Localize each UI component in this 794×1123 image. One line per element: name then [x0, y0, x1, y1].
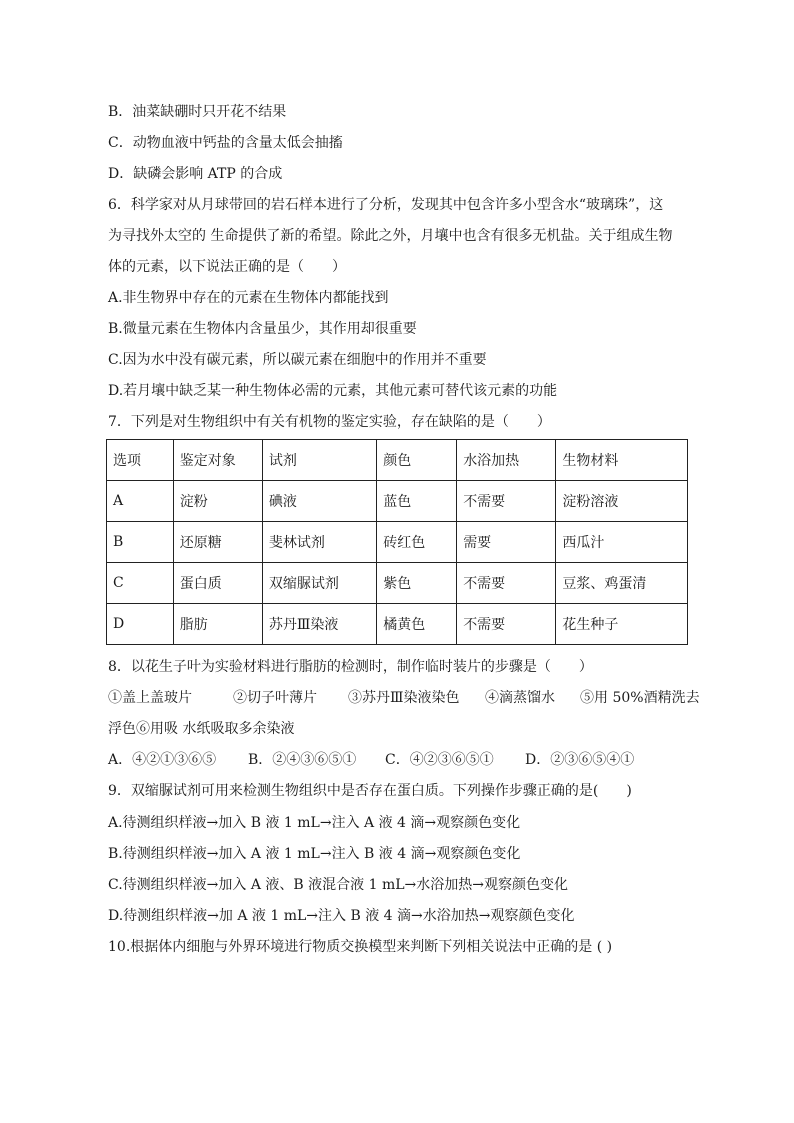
table-cell: 淀粉溶液: [556, 481, 688, 522]
q8-option-c: C．④②③⑥⑤①: [385, 752, 494, 768]
q6-option-b: B.微量元素在生物体内含量虽少，其作用却很重要: [108, 321, 417, 337]
table-header-cell: 水浴加热: [457, 440, 556, 481]
q8-step: ③苏丹Ⅲ染液染色: [348, 690, 460, 706]
table-header-cell: 试剂: [262, 440, 376, 481]
q8-options: [108, 750, 634, 770]
q8-option-a: A．④②①③⑥⑤: [108, 752, 217, 768]
table-cell: 豆浆、鸡蛋清: [556, 563, 688, 604]
q8-step: ④滴蒸馏水: [485, 690, 555, 706]
table-row: [107, 563, 688, 604]
q6-stem-line-1: 6．科学家对从月球带回的岩石样本进行了分析，发现其中包含许多小型含水“玻璃珠”，这: [108, 197, 664, 213]
table-row: [107, 522, 688, 563]
q9-stem: 9．双缩脲试剂可用来检测生物组织中是否存在蛋白质。下列操作步骤正确的是( ): [108, 783, 632, 799]
table-cell: C: [107, 563, 174, 604]
q7-experiment-table: [106, 439, 688, 645]
q8-step: ①盖上盖玻片: [108, 690, 192, 706]
table-header-cell: 生物材料: [556, 440, 688, 481]
table-cell: D: [107, 604, 174, 645]
q8-stem: 8．以花生子叶为实验材料进行脂肪的检测时，制作临时装片的步骤是（ ）: [108, 659, 593, 675]
q5-option-b: B．油菜缺硼时只开花不结果: [108, 104, 287, 120]
table-cell: 砖红色: [377, 522, 457, 563]
q9-option-a: A.待测组织样液→加入 B 液 1 mL→注入 A 液 4 滴→观察颜色变化: [108, 815, 521, 831]
q7-stem: 7．下列是对生物组织中有关有机物的鉴定实验，存在缺陷的是（ ）: [108, 414, 551, 430]
q8-step: ②切子叶薄片: [233, 690, 317, 706]
q8-option-b: B．②④③⑥⑤①: [248, 752, 357, 768]
q6-option-a: A.非生物界中存在的元素在生物体内都能找到: [108, 290, 389, 306]
table-cell: 淀粉: [173, 481, 262, 522]
table-cell: 需要: [457, 522, 556, 563]
q6-stem-line-3: 体的元素，以下说法正确的是（ ）: [108, 259, 346, 275]
table-cell: 不需要: [457, 604, 556, 645]
table-row: [107, 481, 688, 522]
table-cell: 西瓜汁: [556, 522, 688, 563]
table-header-cell: 颜色: [377, 440, 457, 481]
table-header-cell: 鉴定对象: [173, 440, 262, 481]
table-header-row: [107, 440, 688, 481]
q8-step: ⑤用 50%酒精洗去: [580, 690, 700, 706]
table-cell: 不需要: [457, 563, 556, 604]
table-cell: 不需要: [457, 481, 556, 522]
table-cell: 脂肪: [173, 604, 262, 645]
table-cell: 蓝色: [377, 481, 457, 522]
q5-option-c: C．动物血液中钙盐的含量太低会抽搐: [108, 135, 343, 151]
q8-option-d: D．②③⑥⑤④①: [525, 752, 635, 768]
q9-option-d: D.待测组织样液→加 A 液 1 mL→注入 B 液 4 滴→水浴加热→观察颜色变化: [108, 908, 575, 924]
q8-steps-line-1: [108, 688, 700, 708]
table-cell: 斐林试剂: [262, 522, 376, 563]
q9-option-c: C.待测组织样液→加入 A 液、B 液混合液 1 mL→水浴加热→观察颜色变化: [108, 877, 568, 893]
table-cell: 还原糖: [173, 522, 262, 563]
table-cell: 双缩脲试剂: [262, 563, 376, 604]
table-cell: 蛋白质: [173, 563, 262, 604]
table-cell: 碘液: [262, 481, 376, 522]
table-cell: B: [107, 522, 174, 563]
table-cell: A: [107, 481, 174, 522]
q10-stem: 10.根据体内细胞与外界环境进行物质交换模型来判断下列相关说法中正确的是 ( ): [108, 939, 613, 955]
q6-stem-line-2: 为寻找外太空的 生命提供了新的希望。除此之外，月壤中也含有很多无机盐。关于组成生物: [108, 228, 673, 244]
q5-option-d: D．缺磷会影响 ATP 的合成: [108, 166, 283, 182]
table-row: [107, 604, 688, 645]
table-cell: 紫色: [377, 563, 457, 604]
q8-steps-line-2: 浮色⑥用吸 水纸吸取多余染液: [108, 721, 295, 737]
q6-option-c: C.因为水中没有碳元素，所以碳元素在细胞中的作用并不重要: [108, 352, 487, 368]
q9-option-b: B.待测组织样液→加入 A 液 1 mL→注入 B 液 4 滴→观察颜色变化: [108, 846, 521, 862]
table-cell: 苏丹Ⅲ染液: [262, 604, 376, 645]
table-cell: 橘黄色: [377, 604, 457, 645]
q6-option-d: D.若月壤中缺乏某一种生物体必需的元素，其他元素可替代该元素的功能: [108, 383, 558, 399]
table-header-cell: 选项: [107, 440, 174, 481]
table-cell: 花生种子: [556, 604, 688, 645]
